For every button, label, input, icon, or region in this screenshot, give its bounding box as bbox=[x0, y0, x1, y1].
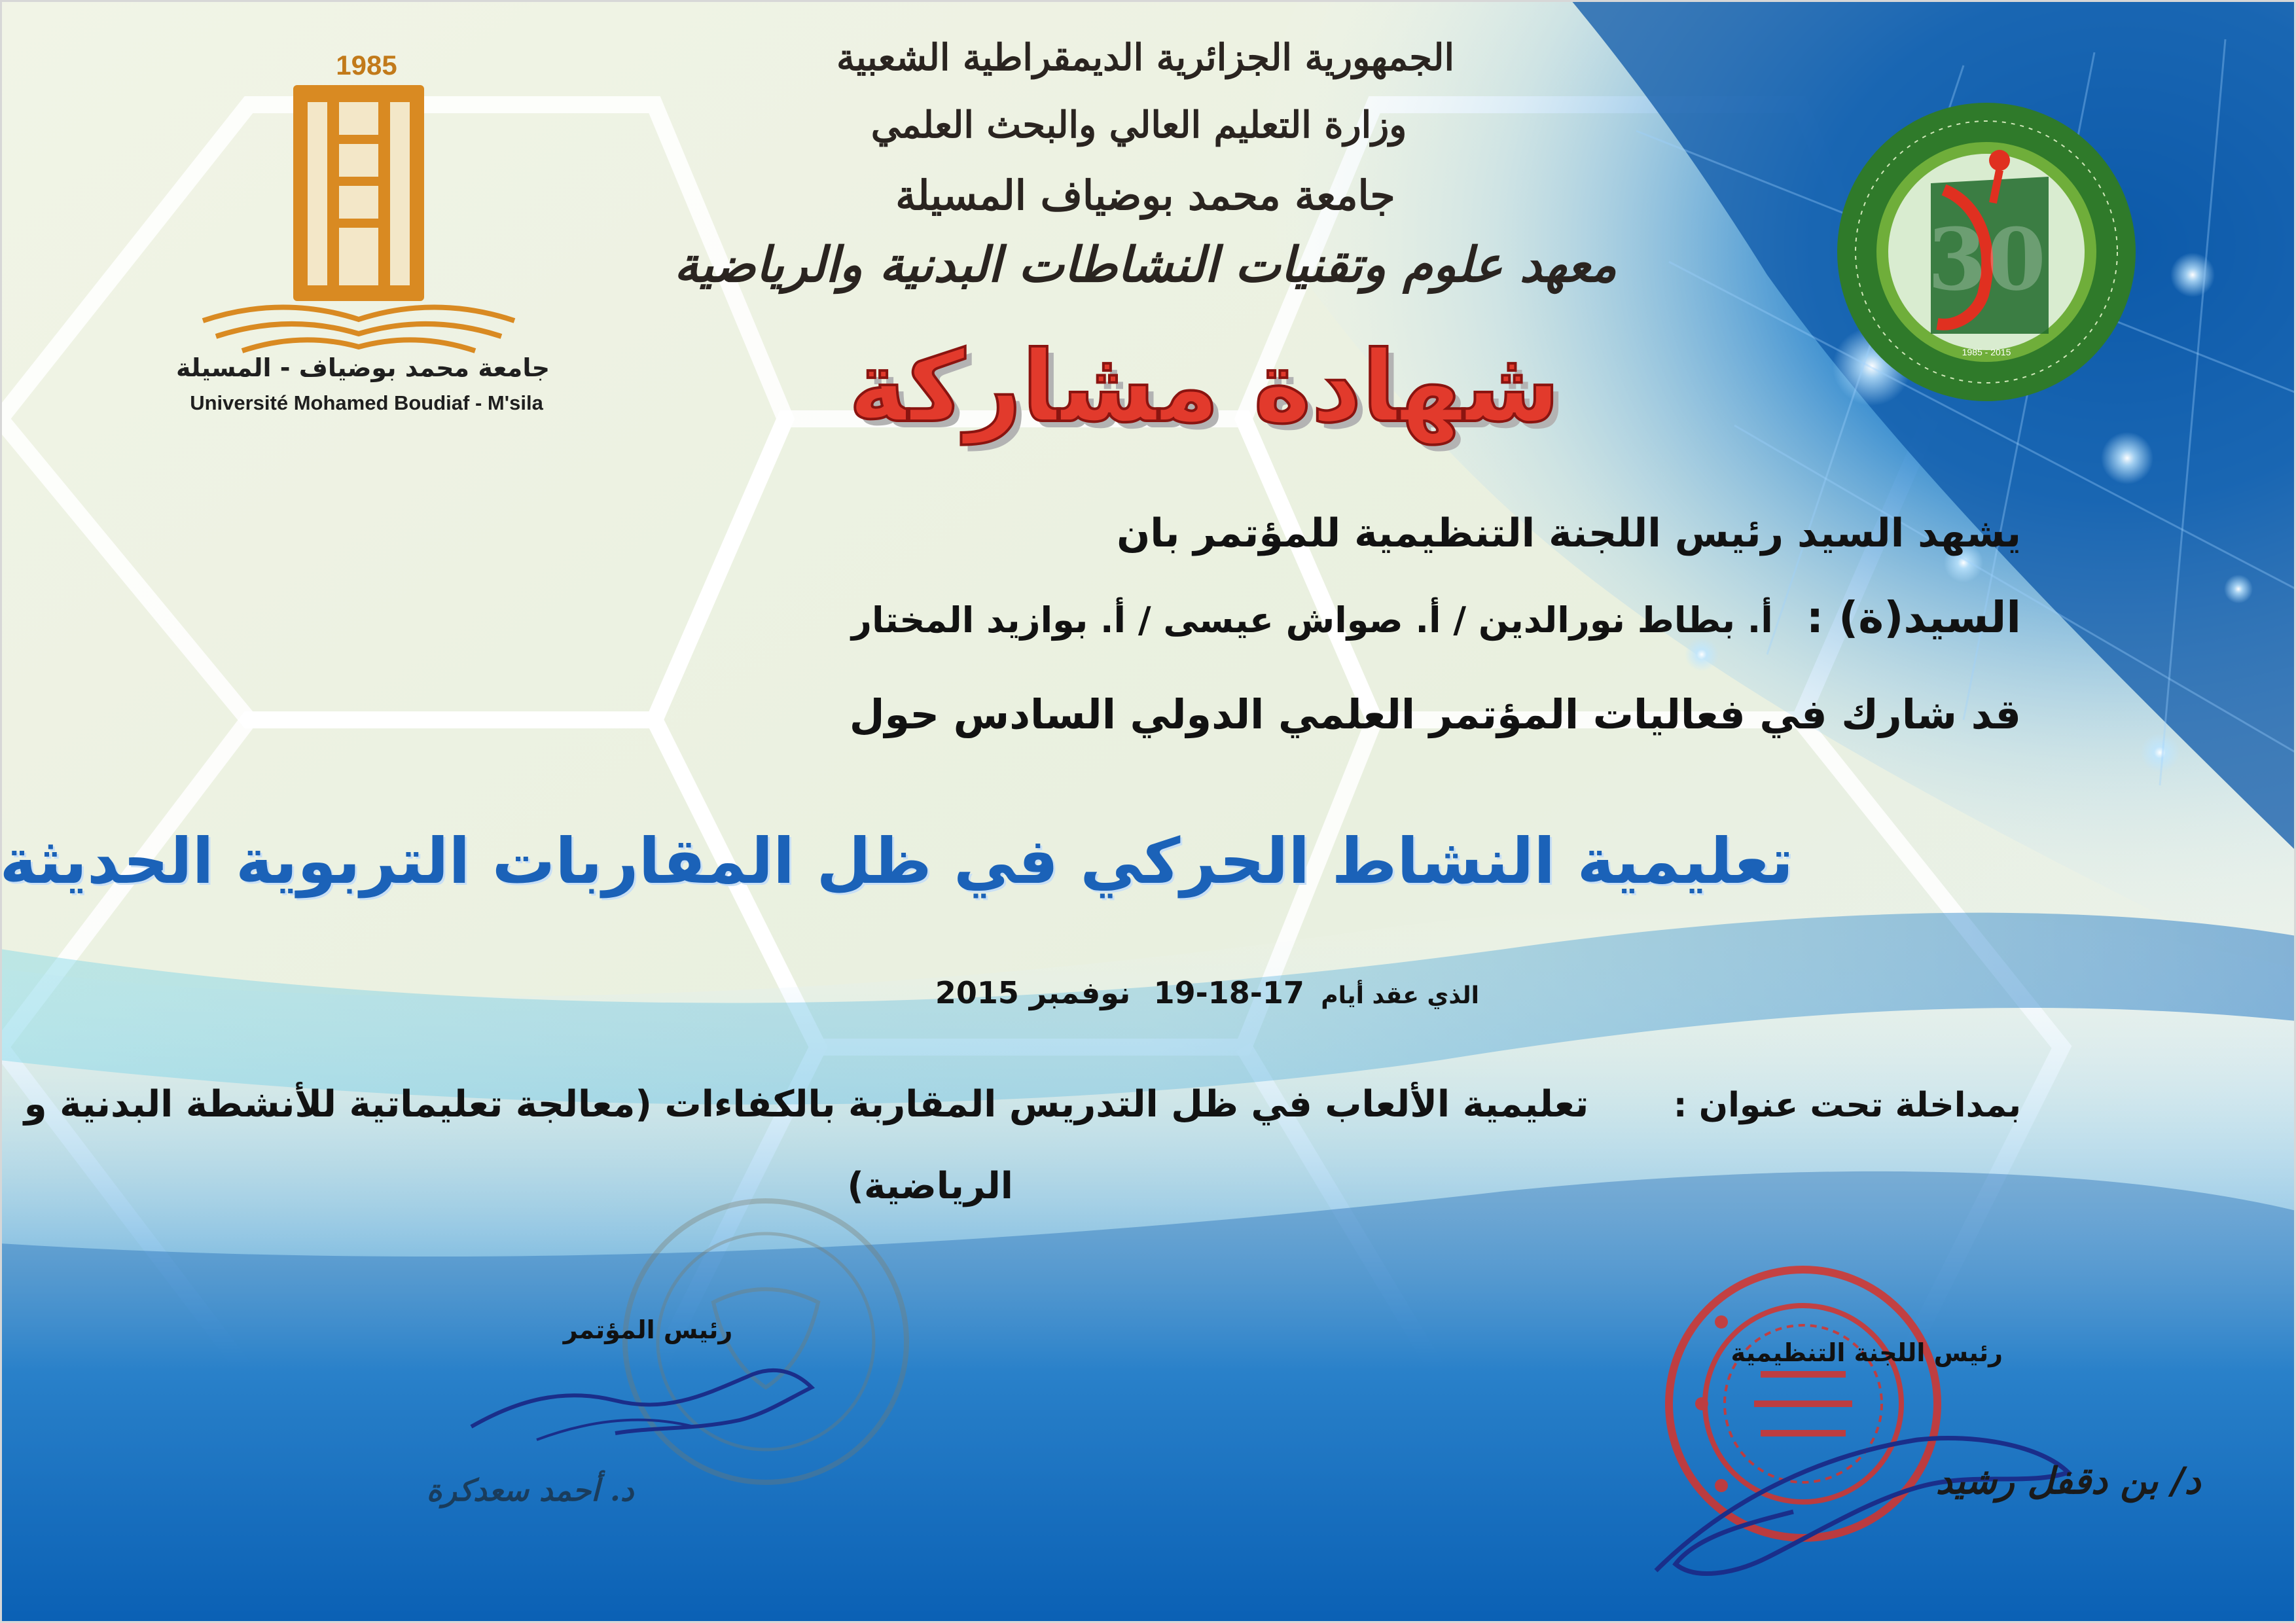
participants-label: السيد(ة) : bbox=[1806, 592, 2021, 643]
date-prefix: الذي عقد أيام bbox=[1321, 982, 1479, 1009]
conference-theme: تعليمية النشاط الحركي في ظل المقاربات التربوية الحديثة bbox=[0, 825, 1793, 898]
conference-chair-name: د. أحمد سعدكرة bbox=[426, 1472, 634, 1508]
certificate-title: شهادة مشاركة bbox=[848, 330, 1560, 444]
conference-date bbox=[935, 975, 1479, 1010]
conference-chair-title: رئيس المؤتمر bbox=[563, 1315, 733, 1344]
university-name-arabic: جامعة محمد بوضياف - المسيلة bbox=[176, 353, 550, 382]
anniversary-number: 30 bbox=[1928, 209, 2046, 310]
paper-title-part2: الرياضية) bbox=[847, 1165, 1013, 1207]
university-logo bbox=[176, 46, 550, 425]
organizing-committee-name: د/ بن دقفل رشيد bbox=[1935, 1459, 2201, 1503]
participants-row bbox=[852, 592, 2021, 643]
conference-chair-signature bbox=[458, 1348, 825, 1466]
conference-anniversary-logo bbox=[1833, 98, 2140, 406]
participation-line: قد شارك في فعاليات المؤتمر العلمي الدولي السادس حول bbox=[849, 690, 2021, 738]
organizing-committee-title: رئيس اللجنة التنظيمية bbox=[1731, 1338, 2003, 1367]
participants-names: أ. بطاط نورالدين / أ. صواش عيسى / أ. بوازيد المختار bbox=[851, 599, 1773, 641]
paper-title-row bbox=[24, 1083, 2021, 1126]
paper-title-label: بمداخلة تحت عنوان : bbox=[1673, 1086, 2021, 1125]
republic-heading: الجمهورية الجزائرية الديمقراطية الشعبية bbox=[836, 36, 1454, 79]
date-days: 17-18-19 bbox=[1153, 975, 1304, 1010]
ministry-heading: وزارة التعليم العالي والبحث العلمي bbox=[870, 103, 1407, 147]
organizing-committee-signature bbox=[1636, 1414, 2094, 1597]
institute-heading: معهد علوم وتقنيات النشاطات البدنية والرياضية bbox=[673, 237, 1617, 293]
university-heading: جامعة محمد بوضياف المسيلة bbox=[895, 171, 1395, 219]
university-founding-year: 1985 bbox=[336, 50, 397, 80]
tower-book-emblem-icon bbox=[183, 46, 550, 353]
anniversary-years: 1985 - 2015 bbox=[1962, 347, 2011, 357]
attestation-line: يشهد السيد رئيس اللجنة التنظيمية للمؤتمر بان bbox=[1117, 510, 2021, 556]
paper-title-part1: تعليمية الألعاب في ظل التدريس المقاربة بالكفاءات (معالجة تعليماتية للأنشطة البدنية و bbox=[24, 1083, 1589, 1126]
university-name-french: Université Mohamed Boudiaf - M'sila bbox=[190, 391, 543, 414]
date-month: نوفمبر 2015 bbox=[935, 975, 1131, 1010]
